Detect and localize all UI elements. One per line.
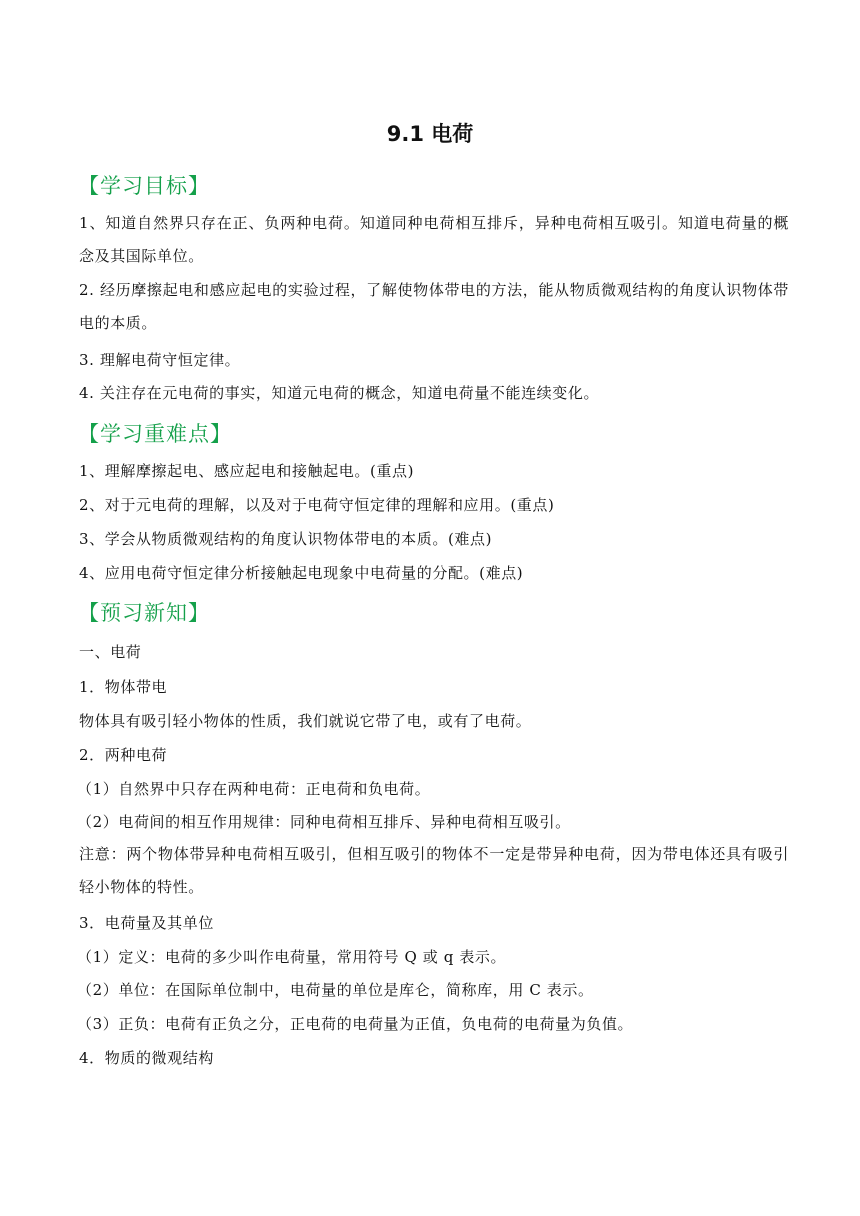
objective-item-3: 3. 理解电荷守恒定律。 (79, 351, 241, 369)
section-heading-preview: 【预习新知】 (78, 601, 210, 625)
preview-line: 一、电荷 (79, 643, 142, 661)
objective-item-2: 2. 经历摩擦起电和感应起电的实验过程，了解使物体带电的方法，能从物质微观结构的角度认识物体带电的本质。 (79, 281, 789, 332)
key-point-item-3: 3、学会从物质微观结构的角度认识物体带电的本质。(难点) (79, 530, 493, 548)
section-heading-objectives: 【学习目标】 (78, 174, 210, 198)
preview-note: 注意：两个物体带异种电荷相互吸引，但相互吸引的物体不一定是带异种电荷，因为带电体还具有吸引轻小物体的特性。 (79, 845, 789, 896)
objective-item-1: 1、知道自然界只存在正、负两种电荷。知道同种电荷相互排斥，异种电荷相互吸引。知道电荷量的概念及其国际单位。 (79, 214, 789, 265)
preview-line: （1）定义：电荷的多少叫作电荷量，常用符号 Q 或 q 表示。 (77, 948, 507, 966)
preview-line: （2）电荷间的相互作用规律：同种电荷相互排斥、异种电荷相互吸引。 (77, 813, 571, 831)
preview-line: （3）正负：电荷有正负之分，正电荷的电荷量为正值，负电荷的电荷量为负值。 (77, 1015, 634, 1033)
preview-line: 1．物体带电 (79, 678, 168, 696)
section-heading-key-points: 【学习重难点】 (78, 422, 232, 446)
key-point-item-1: 1、理解摩擦起电、感应起电和接触起电。(重点) (79, 462, 415, 480)
key-point-item-4: 4、应用电荷守恒定律分析接触起电现象中电荷量的分配。(难点) (79, 564, 524, 582)
preview-line: （1）自然界中只存在两种电荷：正电荷和负电荷。 (77, 780, 431, 798)
preview-line: 4．物质的微观结构 (79, 1049, 214, 1067)
key-point-item-2: 2、对于元电荷的理解，以及对于电荷守恒定律的理解和应用。(重点) (79, 496, 555, 514)
preview-line: 物体具有吸引轻小物体的性质，我们就说它带了电，或有了电荷。 (79, 712, 532, 730)
document-title: 9.1 电荷 (386, 122, 474, 146)
preview-line: 2．两种电荷 (79, 746, 168, 764)
preview-line: 3．电荷量及其单位 (79, 914, 214, 932)
objective-item-4: 4. 关注存在元电荷的事实，知道元电荷的概念，知道电荷量不能连续变化。 (79, 384, 600, 402)
preview-line: （2）单位：在国际单位制中，电荷量的单位是库仑，简称库，用 C 表示。 (77, 981, 594, 999)
